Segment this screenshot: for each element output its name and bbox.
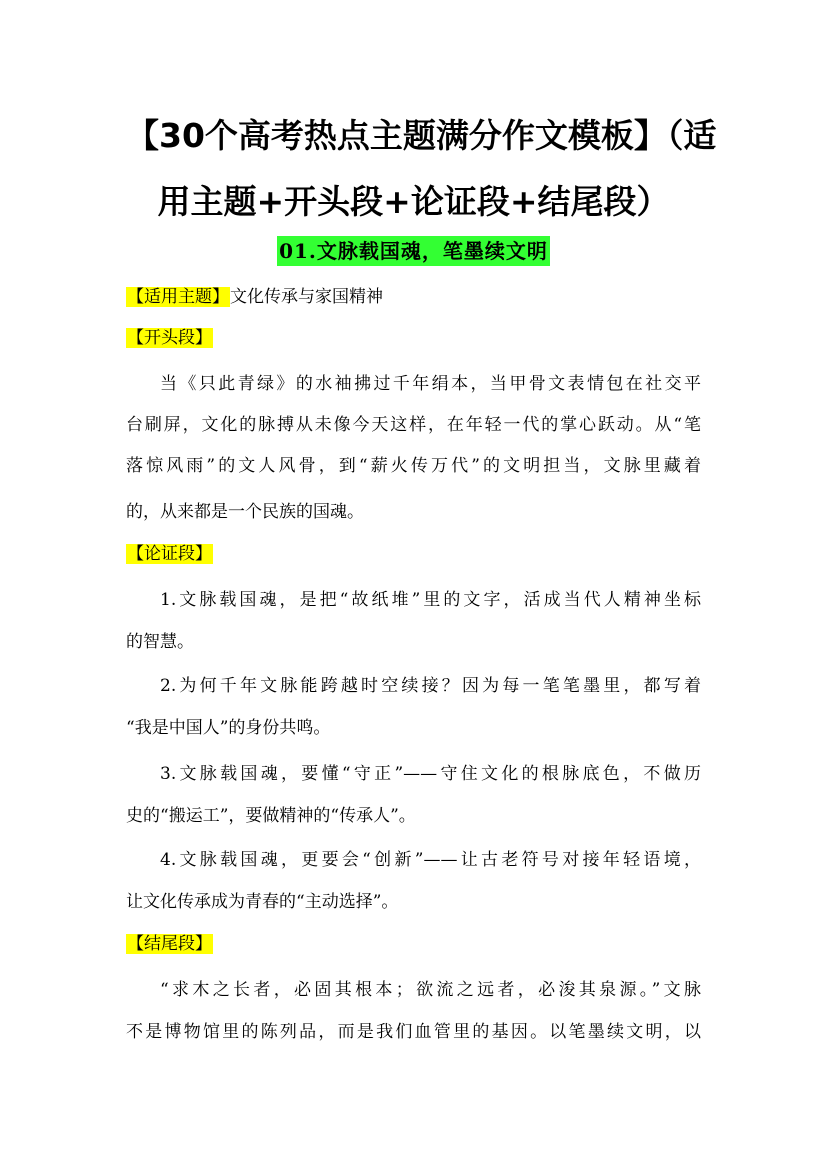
argument-line-8: 让文化传承成为青春的“主动选择”。 (126, 892, 399, 912)
argument-label: 【论证段】 (127, 544, 212, 564)
argument-line-3: 2.为何千年文脉能跨越时空续接？因为每一笔笔墨里，都写着 (160, 676, 701, 696)
argument-line-7: 4.文脉载国魂，更要会“创新”——让古老符号对接年轻语境， (160, 850, 701, 870)
topic-row (126, 282, 701, 312)
opening-line-4: 的，从来都是一个民族的国魂。 (126, 502, 364, 522)
argument-row (126, 539, 701, 569)
argument-line-4: “我是中国人”的身份共鸣。 (126, 718, 331, 738)
section-heading: 01.文脉载国魂，笔墨续文明 (277, 236, 550, 266)
document-title-line-1: 【30个高考热点主题满分作文模板】（适 (126, 116, 717, 155)
topic-label: 【适用主题】 (127, 287, 229, 307)
ending-row (126, 929, 701, 959)
argument-line-1: 1.文脉载国魂，是把“故纸堆”里的文字，活成当代人精神坐标 (160, 590, 701, 610)
opening-line-2: 台刷屏，文化的脉搏从未像今天这样，在年轻一代的掌心跃动。从“笔 (126, 415, 701, 435)
opening-label: 【开头段】 (127, 328, 212, 348)
document-title-line-2: 用主题+开头段+论证段+结尾段） (157, 182, 670, 221)
ending-line-1: “求木之长者，必固其根本；欲流之远者，必浚其泉源。”文脉 (160, 980, 701, 1000)
ending-line-2: 不是博物馆里的陈列品，而是我们血管里的基因。以笔墨续文明，以 (126, 1022, 701, 1042)
topic-text: 文化传承与家国精神 (230, 287, 383, 307)
section-heading-wrap (0, 236, 827, 266)
opening-line-3: 落惊风雨”的文人风骨，到“薪火传万代”的文明担当，文脉里藏着 (126, 456, 701, 476)
opening-line-1: 当《只此青绿》的水袖拂过千年绢本，当甲骨文表情包在社交平 (160, 374, 701, 394)
argument-line-5: 3.文脉载国魂，要懂“守正”——守住文化的根脉底色，不做历 (160, 764, 701, 784)
ending-label: 【结尾段】 (127, 934, 212, 954)
opening-row (126, 323, 701, 353)
argument-line-2: 的智慧。 (126, 632, 194, 652)
argument-line-6: 史的“搬运工”，要做精神的“传承人”。 (126, 806, 416, 826)
